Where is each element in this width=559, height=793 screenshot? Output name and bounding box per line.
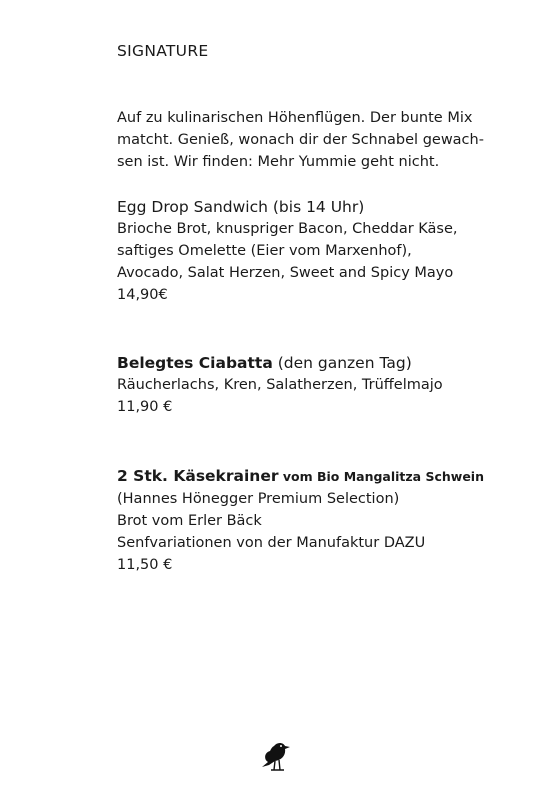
item-title-note: (den ganzen Tag) [272, 354, 412, 372]
item-title: Egg Drop Sandwich (bis 14 Uhr) [117, 198, 365, 216]
item-title [117, 465, 537, 488]
item-description-line: (Hannes Hönegger Premium Selection) [117, 491, 400, 507]
section-heading: SIGNATURE [117, 42, 209, 60]
menu-item-egg-drop-sandwich [117, 196, 537, 306]
item-price: 11,50 € [117, 557, 173, 573]
item-description-line: saftiges Omelette (Eier vom Marxenhof), [117, 243, 412, 259]
item-title-note: vom Bio Mangalitza Schwein [278, 469, 484, 484]
menu-item-belegtes-ciabatta [117, 352, 537, 418]
intro-line: sen ist. Wir finden: Mehr Yummie geht nicht. [117, 154, 440, 170]
intro-line: matcht. Genieß, wonach dir der Schnabel gewach- [117, 132, 484, 148]
bird-icon [260, 740, 298, 772]
item-title-name: 2 Stk. Käsekrainer [117, 467, 279, 485]
item-description-line: Avocado, Salat Herzen, Sweet and Spicy Mayo [117, 265, 454, 281]
item-price: 14,90€ [117, 287, 168, 303]
item-title [117, 352, 537, 374]
intro-line: Auf zu kulinarischen Höhenflügen. Der bunte Mix [117, 110, 473, 126]
item-description-line: Senfvariationen von der Manufaktur DAZU [117, 535, 426, 551]
item-description-line: Räucherlachs, Kren, Salatherzen, Trüffelmajo [117, 377, 443, 393]
item-description-line: Brioche Brot, knuspriger Bacon, Cheddar Käse, [117, 221, 458, 237]
item-title-name: Belegtes Ciabatta [117, 354, 273, 372]
menu-item-kaesekrainer [117, 465, 537, 576]
intro-text [117, 107, 527, 173]
item-price: 11,90 € [117, 399, 173, 415]
item-description-line: Brot vom Erler Bäck [117, 513, 262, 529]
